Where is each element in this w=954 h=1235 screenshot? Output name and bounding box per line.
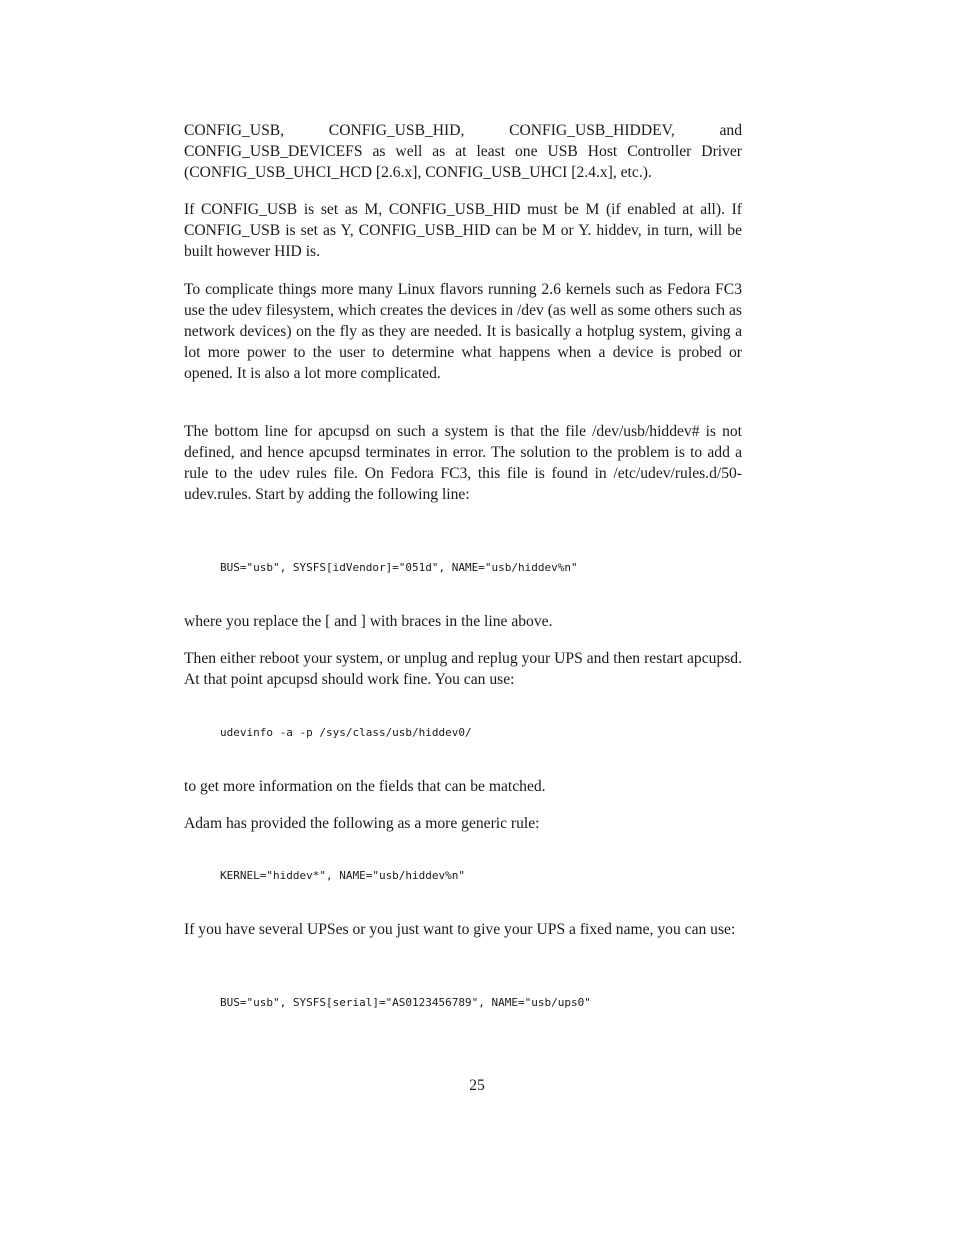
code-serial-rule: BUS="usb", SYSFS[serial]="AS0123456789", NAME="usb/ups0" bbox=[220, 996, 591, 1009]
paragraph-kernel-config: CONFIG_USB, CONFIG_USB_HID, CONFIG_USB_HIDDEV, and CONFIG_USB_DEVICEFS as well as at least one USB Host Controller Driver (CONFIG_USB_UHCI_HCD [2.6.x], CONFIG_USB_UHCI [2.4.x], etc.). bbox=[184, 122, 742, 181]
paragraph-replace-braces: where you replace the [ and ] with braces in the line above. bbox=[184, 613, 553, 630]
paragraph-several-upses: If you have several UPSes or you just want to give your UPS a fixed name, you can use: bbox=[184, 921, 736, 938]
code-generic-rule: KERNEL="hiddev*", NAME="usb/hiddev%n" bbox=[220, 869, 466, 882]
paragraph-udev-rule-intro: The bottom line for apcupsd on such a system is that the file /dev/usb/hiddev# is not defined, and hence apcupsd terminates in error. The solution to the problem is to add a rule to the udev rules file. On Fedora FC3, this file is found in /etc/udev/rules.d/50-udev.rules. Start by adding the following line: bbox=[184, 423, 742, 503]
code-udev-rule-vendor: BUS="usb", SYSFS[idVendor]="051d", NAME="usb/hiddev%n" bbox=[220, 561, 578, 574]
paragraph-generic-rule-intro: Adam has provided the following as a more generic rule: bbox=[184, 815, 540, 832]
page-number: 25 bbox=[469, 1077, 485, 1094]
paragraph-config-usb-hid: If CONFIG_USB is set as M, CONFIG_USB_HID must be M (if enabled at all). If CONFIG_USB is set as Y, CONFIG_USB_HID can be M or Y. hiddev, in turn, will be built however HID is. bbox=[184, 201, 742, 260]
code-udevinfo: udevinfo -a -p /sys/class/usb/hiddev0/ bbox=[220, 726, 472, 739]
paragraph-udev-intro: To complicate things more many Linux flavors running 2.6 kernels such as Fedora FC3 use the udev filesystem, which creates the devices in /dev (as well as some others such as network devices) on the fly as they are needed. It is basically a hotplug system, giving a lot more power to the user to determine what happens when a device is probed or opened. It is also a lot more complicated. bbox=[184, 281, 742, 382]
paragraph-reboot: Then either reboot your system, or unplug and replug your UPS and then restart apcupsd. At that point apcupsd should work fine. You can use: bbox=[184, 650, 742, 688]
paragraph-more-info: to get more information on the fields that can be matched. bbox=[184, 778, 546, 795]
